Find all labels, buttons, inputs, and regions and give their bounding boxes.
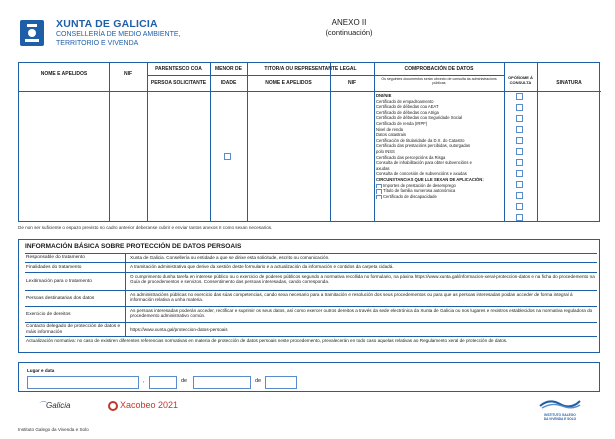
check-item: axudas [376, 165, 390, 171]
header-guardian: TITOR/A OU REPRESENTANTE LEGAL [264, 66, 357, 72]
check-item: Certificado de renda (IRPF) [376, 120, 428, 126]
check-item: Certificado de débedas coa Seguridade Social [376, 115, 463, 121]
dp-row [25, 322, 597, 336]
oppose-checkbox[interactable] [516, 115, 523, 122]
dp-row-label: Responsable do tratamento [25, 254, 126, 262]
header-guardian-nif: NIF [347, 80, 357, 86]
minor-checkbox[interactable] [224, 153, 231, 160]
header-nif: NIF [123, 71, 133, 77]
dp-row-text: As administracións públicas no exercicio das súas competencias, cando sexa necesario para a tramitación e resolución dos seus procedementos ou para que as persoas interesadas poidan acceder de forma integral á información relativa a unha materia. [130, 292, 573, 303]
table-note: De non ser suficiente o espazo previsto no cadro anterior deberanse cubrir e enviar tantos anexos II como sexan necesarios. [18, 225, 273, 230]
header-minor-top: MENOR DE [215, 66, 242, 72]
dp-row-text: As persoas interesadas poderán acceder, rectificar e suprimir os seus datos, así como exercer outros dereitos a través da sede electrónica da Xunta de Galicia ou nos lugares e rexistros establecidos na normativa reguladora do procedemento administrativo común. [130, 308, 593, 319]
dp-row-label: Contacto delegado de protección de datos e máis información [25, 323, 126, 336]
ivs-line-1: INSTITUTO GALEGO [544, 413, 576, 417]
oppose-checkbox[interactable] [516, 214, 523, 221]
galicia-logo-icon: ⌒ [38, 401, 46, 410]
check-item: Certificado de empadroamento [376, 98, 434, 104]
oppose-checkbox[interactable] [516, 137, 523, 144]
oppose-checkbox[interactable] [516, 104, 523, 111]
header-guardian-name: NOME E APELIDOS [265, 80, 312, 86]
header-relationship-bottom: PERSOA SOLICITANTE [150, 80, 207, 86]
annex-title: ANEXO II [331, 18, 367, 27]
check-item: Datos catastrais [376, 132, 407, 138]
check-item: Nivel de renda [376, 126, 404, 132]
month-field[interactable] [193, 376, 251, 389]
xacobeo-logo [108, 400, 178, 411]
xacobeo-logo-icon [108, 401, 118, 411]
organization-block [56, 18, 206, 48]
check-item: Consulta de concesión de subvencións e axudas [376, 171, 467, 177]
data-protection-title: INFORMACIÓN BÁSICA SOBRE PROTECCIÓN DE DATOS PERSOAIS [25, 243, 242, 250]
footer-logos [18, 396, 600, 422]
oppose-checkbox[interactable] [516, 159, 523, 166]
check-item: Certificado de débedas coa Atriga [376, 109, 439, 115]
xunta-logo-icon [18, 18, 46, 48]
check-item: Certificado de débedas coa AEAT [376, 104, 439, 110]
annex-subtitle: (continuación) [325, 28, 373, 37]
oppose-checkbox[interactable] [516, 181, 523, 188]
galicia-logo [38, 400, 70, 411]
day-field[interactable] [149, 376, 177, 389]
ivs-logo-icon [538, 397, 582, 409]
date-de-1: de [181, 378, 188, 384]
check-item: CIRCUNSTANCIAS QUE LLE SEXAN DE APLICACIÓN: [376, 176, 484, 182]
ivs-line-2: DA VIVENDA E SOLO [543, 416, 577, 421]
header-data-check: COMPROBACIÓN DE DATOS [404, 66, 474, 72]
dp-row [25, 262, 597, 272]
dp-row [25, 290, 597, 306]
check-item: Certificado das percepcións da Risga [376, 154, 446, 160]
check-item: polo INSS [376, 148, 395, 154]
dp-update-note: Actualización normativa: no caso de existiren diferentes referencias normativas en materia de protección de datos persoais neste procedemento, prevalecerán en todo caso aquelas relativas ao Regulamento xeral de protección de datos. [26, 338, 508, 343]
household-members-table [18, 62, 600, 222]
header-relationship-top: PARENTESCO COA [155, 66, 202, 72]
dp-row [25, 253, 597, 262]
check-item: DNI/NIE [376, 93, 392, 98]
header-minor-bottom: IDADE [220, 80, 237, 86]
place-separator: , [143, 378, 145, 384]
header-signature: SINATURA [556, 80, 582, 86]
header-name: NOME E APELIDOS [40, 71, 88, 77]
dp-contact-link[interactable]: https://www.xunta.gal/proteccion-datos-persoais [130, 326, 228, 332]
oppose-checkbox[interactable] [516, 126, 523, 133]
department-name [56, 31, 206, 48]
place-date-label: Lugar e data [27, 368, 55, 373]
circumstance-item[interactable]: Título de familia numerosa autonómica [376, 188, 504, 194]
date-de-2: de [255, 378, 262, 384]
place-date-section [18, 362, 600, 392]
year-field[interactable] [265, 376, 297, 389]
oppose-checkbox[interactable] [516, 170, 523, 177]
oppose-checkbox[interactable] [516, 203, 523, 210]
institute-name: Instituto Galego da Vivenda e Solo [18, 427, 89, 432]
header-oppose: OPÓÑOME Á CONSULTA [508, 75, 533, 85]
annex-heading [284, 18, 414, 37]
department-line-2: TERRITORIO E VIVENDA [56, 39, 139, 47]
dp-row-label: Persoas destinatarias dos datos [25, 291, 126, 306]
dp-row [25, 306, 597, 322]
oppose-checkbox[interactable] [516, 192, 523, 199]
dp-row-label: Finalidades do tratamento [25, 263, 126, 272]
ivs-logo [538, 396, 582, 421]
dp-row-text: A tramitación administrativa que derive da xestión deste formulario e a actualización da información e contidos da carpeta cidadá. [130, 264, 394, 269]
page-header [14, 14, 604, 56]
check-item: Certificado das prestacións percibidas, outorgadas [376, 143, 471, 149]
galicia-logo-text: Galicia [46, 401, 71, 410]
place-field[interactable] [27, 376, 139, 389]
dp-row-text: Xunta de Galicia. Consellería ou entidade a que se dirixe esta solicitude, escrito ou comunicación. [130, 255, 330, 260]
circumstance-item[interactable]: Importes de prestación de desemprego [376, 183, 504, 189]
dp-row [25, 336, 597, 352]
dp-row-label: Lexitimación para o tratamento [25, 273, 126, 290]
oppose-checkbox[interactable] [516, 93, 523, 100]
dp-row-text: O cumprimento dunha tarefa en interese público ou o exercicio de poderes públicos segundo a normativa recollida no formulario, na páxina https://www.xunta.gal/informacion-xeral-proteccion-datos e na ficha do procedemento na Guía de procedementos e servizos. Consentimento das persoas interesadas, cando corresponda. [130, 274, 595, 285]
data-check-list [376, 93, 504, 199]
dp-row [25, 272, 597, 290]
data-protection-table [18, 239, 600, 353]
header-data-check-note: Os seguintes documentos serán obxecto de consulta ás administracións públicas [381, 77, 497, 86]
org-name: XUNTA DE GALICIA [56, 18, 158, 30]
check-item: Certificación de titularidade da D.X. do Catastro [376, 137, 465, 143]
circumstance-item[interactable]: Certificado de discapacidade [376, 194, 504, 200]
check-item: Consulta de inhabilitación para obter subvencións e [376, 160, 472, 166]
oppose-checkbox[interactable] [516, 148, 523, 155]
dp-row-label: Exercicio de dereitos [25, 307, 126, 322]
department-line-1: CONSELLERÍA DE MEDIO AMBIENTE, [56, 31, 181, 38]
xacobeo-logo-text: Xacobeo 2021 [120, 400, 179, 410]
